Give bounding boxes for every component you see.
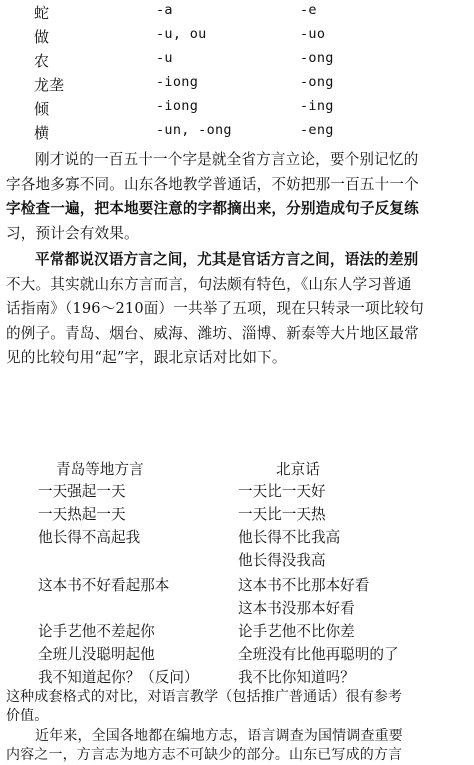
beijing-sentence: 他长得不比我高 bbox=[238, 529, 341, 546]
table-char: 蛇 bbox=[34, 4, 50, 22]
table-standard: -eng bbox=[300, 122, 334, 138]
dialect-sentence: 他长得不高起我 bbox=[38, 529, 141, 546]
table-row bbox=[0, 0, 474, 24]
table-row bbox=[0, 24, 474, 48]
text-line: 这种成套格式的对比，对语言教学（包括推广普通话）很有参考 bbox=[6, 689, 403, 705]
dialect-sentence: 论手艺他不差起你 bbox=[38, 623, 155, 640]
beijing-sentence: 全班没有比他再聪明的了 bbox=[238, 646, 399, 663]
text-line: 刚才说的一百五十一个字是就全省方言立论，要个别记忆的 bbox=[35, 151, 419, 168]
text-line: 字检查一遍，把本地要注意的字都摘出来，分别造成句子反复练 bbox=[6, 200, 419, 218]
beijing-sentence: 一天比一天好 bbox=[238, 483, 326, 500]
dialect-sentence: 我不知道起你？（反问） bbox=[38, 669, 199, 686]
text-line: 价值。 bbox=[6, 708, 49, 724]
beijing-sentence: 论手艺他不比你差 bbox=[238, 623, 355, 640]
table-char: 龙垄 bbox=[34, 76, 65, 94]
table-dialect: -iong bbox=[156, 74, 199, 90]
table-dialect: -un, -ong bbox=[156, 122, 232, 138]
table-char: 农 bbox=[34, 52, 50, 70]
table-row bbox=[0, 48, 474, 72]
table-dialect: -u bbox=[156, 50, 173, 66]
paragraph-value bbox=[6, 688, 470, 726]
beijing-sentence: 我不比你知道吗？ bbox=[238, 669, 355, 686]
beijing-sentence: 这本书不比那本好看 bbox=[238, 577, 370, 594]
paragraph-local-records bbox=[6, 727, 470, 765]
table-standard: -ing bbox=[300, 98, 334, 114]
table-row bbox=[0, 96, 474, 120]
text-line: 平常都说汉语方言之间，尤其是官话方言之间，语法的差别 bbox=[35, 251, 419, 268]
comparison-header-dialect: 青岛等地方言 bbox=[56, 461, 144, 478]
text-line: 见的比较句用“起”字，跟北京话对比如下。 bbox=[6, 349, 287, 367]
text-line: 字各地多寡不同。山东各地教学普通话，不妨把那一百五十一个 bbox=[6, 175, 419, 193]
table-row bbox=[0, 120, 474, 144]
dialect-sentence: 一天强起一天 bbox=[38, 483, 126, 500]
comparison-header-beijing: 北京话 bbox=[276, 461, 320, 478]
dialect-sentence: 一天热起一天 bbox=[38, 506, 126, 523]
table-char: 倾 bbox=[34, 100, 50, 118]
table-standard: -e bbox=[300, 2, 317, 18]
dialect-sentence: 全班儿没聪明起他 bbox=[38, 646, 155, 663]
table-char: 做 bbox=[34, 28, 50, 46]
dialect-sentence: 这本书不好看起那本 bbox=[38, 577, 170, 594]
beijing-sentence: 一天比一天热 bbox=[238, 506, 326, 523]
text-line: 话指南》（196～210面）一共举了五项，现在只转录一项比较句 bbox=[6, 300, 424, 318]
paragraph-memorize bbox=[6, 148, 470, 246]
table-standard: -ong bbox=[300, 50, 334, 66]
beijing-sentence: 他长得没我高 bbox=[238, 552, 326, 569]
table-dialect: -u, ou bbox=[156, 26, 207, 42]
table-row bbox=[0, 72, 474, 96]
table-char: 横 bbox=[34, 124, 50, 142]
table-dialect: -iong bbox=[156, 98, 199, 114]
text-line: 习，预计会有效果。 bbox=[6, 224, 139, 242]
table-standard: -ong bbox=[300, 74, 334, 90]
table-dialect: -a bbox=[156, 2, 173, 18]
text-line: 内容之一，方言志为地方志不可缺少的部分。山东已写成的方言 bbox=[6, 747, 403, 763]
text-line: 不大。其实就山东方言而言，句法颇有特色，《山东人学习普通 bbox=[6, 275, 412, 293]
paragraph-grammar bbox=[6, 248, 470, 371]
beijing-sentence: 这本书没那本好看 bbox=[238, 600, 355, 617]
table-standard: -uo bbox=[300, 26, 326, 42]
text-line: 近年来，全国各地都在编地方志，语言调查为国情调查重要 bbox=[35, 728, 403, 744]
text-line: 的例子。青岛、烟台、威海、潍坊、淄博、新泰等大片地区最常 bbox=[6, 324, 419, 342]
